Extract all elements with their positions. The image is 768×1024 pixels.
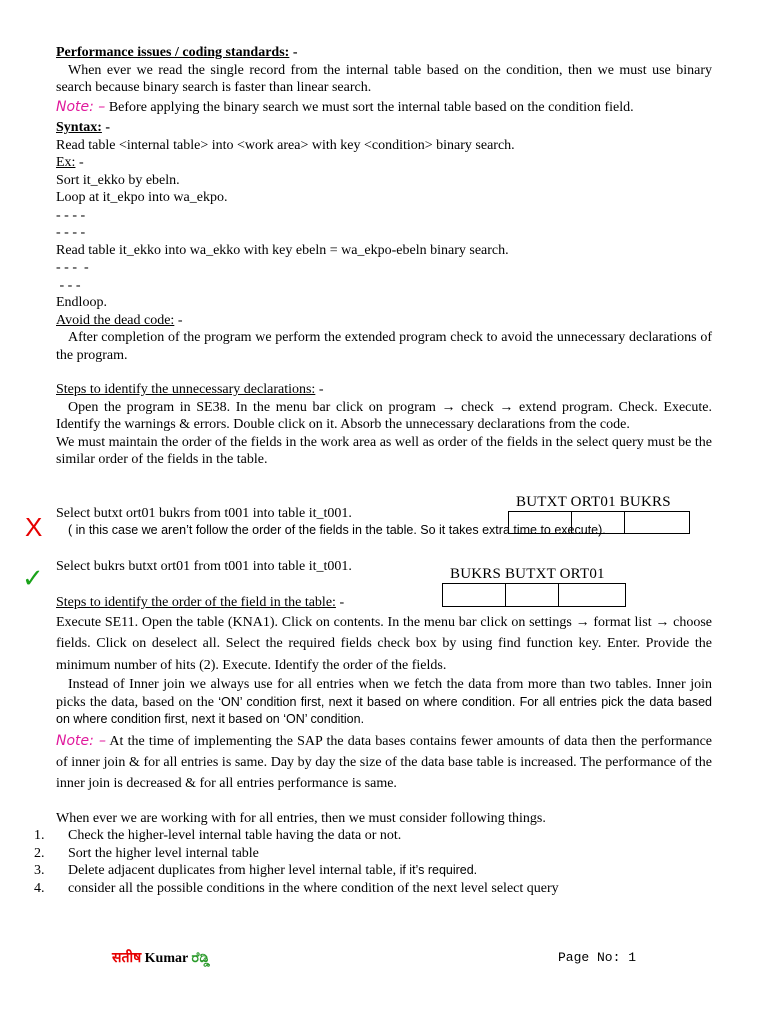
innerjoin-paragraph	[56, 676, 712, 729]
page-footer	[112, 948, 672, 967]
syntax-heading	[56, 119, 712, 137]
spacer	[56, 364, 712, 381]
spacer	[56, 540, 712, 558]
table-cells	[442, 583, 626, 607]
steps1-label: Steps to identify the unnecessary declarations:	[56, 382, 316, 397]
list-number: 1.	[34, 828, 45, 843]
innerjoin-text-handwritten: ‘ON’ condition first, next it based on where condition. For all entries pick the data based on where condition first, next it based on ‘ON’ condition.	[56, 694, 713, 726]
wrong-select: Select butxt ort01 bukrs from t001 into table it_t001.	[56, 505, 352, 521]
list-number: 4.	[34, 880, 45, 896]
author-name-kumar: Kumar	[141, 951, 192, 966]
list-text-main: Delete adjacent duplicates from higher level internal table,	[68, 863, 400, 878]
page-heading: Performance issues / coding standards:	[56, 45, 290, 60]
list-text: Check the higher-level internal table having the data or not.	[68, 828, 402, 843]
list-item	[34, 845, 712, 863]
steps2-suffix: -	[335, 595, 345, 610]
example-heading	[56, 154, 712, 172]
table-cell	[625, 512, 689, 533]
list-number: 3.	[34, 863, 45, 878]
page-number: Page No: 1	[558, 950, 637, 965]
steps2-label: Steps to identify the order of the field in the table:	[56, 595, 336, 610]
syntax-line: Read table <internal table> into <work area> with key <condition> binary search.	[56, 137, 515, 153]
table-cell	[572, 512, 625, 533]
code-line: Sort it_ekko by ebeln.	[56, 172, 180, 188]
code-block	[56, 172, 712, 312]
code-line: Loop at it_ekpo into wa_ekpo.	[56, 190, 228, 205]
list-text-tail: if it’s required.	[399, 863, 478, 877]
note-2	[56, 731, 712, 794]
wrong-cross-icon: X	[25, 512, 43, 542]
innerjoin-text: Instead of Inner join we always use for all entries when we fetch the data from more than two tables. Inner join picks the data, based on the	[56, 677, 712, 710]
list-text: Sort the higher level internal table	[68, 845, 259, 861]
syntax-suffix: -	[101, 120, 111, 135]
example-suffix: -	[75, 155, 84, 170]
code-line: Endloop.	[56, 295, 107, 310]
steps1-suffix: -	[315, 382, 324, 397]
code-line: Read table it_ekko into wa_ekko with key ebeln = wa_ekpo-ebeln binary search.	[56, 242, 509, 258]
wrong-note: ( in this case we aren’t follow the order of the fields in the table. So it takes extra time to execute).	[68, 523, 606, 537]
right-order-table	[442, 566, 626, 607]
note-text: At the time of implementing the SAP the data bases contains fewer amounts of data then the performance of inner join & for all entries is same. Day by day the size of the data base table is increased. The performance of the inner join is decreased & for all entries performance is same.	[56, 733, 713, 791]
note-label: Note: –	[56, 732, 107, 749]
note-1	[56, 99, 712, 117]
steps1-paragraph: Open the program in SE38. In the menu bar click on program → check → extend program. Check. Execute. Identify the warnings & errors. Double click on it. Absorb the unnecessary declarations from the code.	[56, 399, 712, 432]
list-item	[34, 880, 712, 898]
note-text: Before applying the binary search we must sort the internal table based on the condition field.	[105, 99, 634, 115]
list-text: consider all the possible conditions in the where condition of the next level select query	[68, 880, 559, 896]
list-text	[68, 862, 477, 880]
table-cell	[506, 584, 559, 606]
author-name-hindi: सतीष	[112, 950, 142, 966]
table-cells	[508, 511, 690, 534]
deadcode-paragraph: After completion of the program we perform the extended program check to avoid the unnecessary declarations of the program.	[56, 330, 712, 363]
deadcode-heading	[56, 312, 712, 330]
code-line: - - -	[56, 277, 81, 293]
list-item	[34, 862, 712, 880]
forall-intro: When ever we are working with for all entries, then we must consider following things.	[56, 810, 546, 826]
syntax-label: Syntax:	[56, 120, 102, 135]
order-paragraph: We must maintain the order of the fields in the work area as well as order of the fields in the select query must be the similar order of the fields in the table.	[56, 434, 712, 467]
table-cell	[509, 512, 572, 533]
list-number: 2.	[34, 845, 45, 861]
author-name-kannada: ರೆಡ್ಡಿ	[191, 950, 210, 966]
wrong-order-table	[508, 494, 690, 534]
table-header: BUKRS BUTXT ORT01	[450, 566, 605, 582]
deadcode-suffix: -	[174, 312, 183, 328]
table-cell	[443, 584, 506, 606]
code-line: - - - -	[56, 207, 86, 223]
list-item	[34, 827, 712, 845]
document-page	[34, 44, 713, 897]
deadcode-label: Avoid the dead code:	[56, 312, 175, 328]
considerations-list	[34, 827, 712, 897]
example-label: Ex:	[56, 155, 76, 170]
steps1-heading	[56, 381, 712, 399]
steps2-paragraph: Execute SE11. Open the table (KNA1). Click on contents. In the menu bar click on settings → format list → choose fields. Click on deselect all. Select the required fields check box by using find function key. Enter. Provide the minimum number of hits (2). Execute. Identify the order of the fields.	[56, 614, 712, 673]
right-select: Select bukrs butxt ort01 from t001 into table it_t001.	[56, 558, 352, 574]
right-check-icon: ✓	[22, 564, 44, 594]
code-line: - - - -	[56, 225, 86, 240]
heading-suffix: -	[289, 45, 298, 60]
spacer	[56, 794, 712, 811]
intro-paragraph: When ever we read the single record from the internal table based on the condition, then we must use binary search because binary search is faster than linear search.	[56, 62, 712, 95]
table-cell	[559, 584, 625, 606]
table-header: BUTXT ORT01 BUKRS	[516, 494, 671, 510]
heading-line	[56, 44, 712, 62]
code-line: - - - -	[56, 260, 89, 275]
note-label: Note: –	[56, 98, 106, 115]
